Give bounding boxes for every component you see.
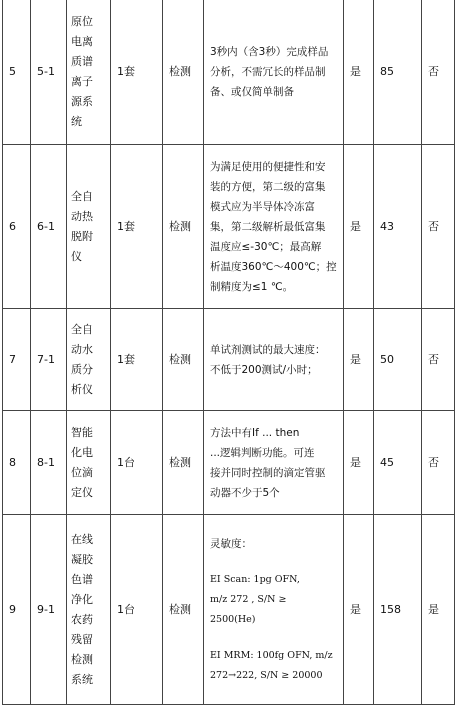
table-row bbox=[3, 515, 455, 705]
equipment-name bbox=[67, 309, 111, 411]
row-number: 6 bbox=[3, 145, 31, 309]
text-line: 方法中有If ... then bbox=[210, 426, 300, 439]
category: 检测 bbox=[163, 309, 204, 411]
quantity: 1套 bbox=[111, 0, 163, 145]
import-flag: 是 bbox=[344, 0, 374, 145]
text-line: 净化 bbox=[71, 592, 93, 606]
core-flag: 否 bbox=[422, 0, 455, 145]
text-line: 农药 bbox=[71, 612, 93, 626]
item-code: 6-1 bbox=[31, 145, 67, 309]
quantity: 1套 bbox=[111, 145, 163, 309]
text-line: 全自 bbox=[71, 322, 93, 336]
core-flag: 是 bbox=[422, 515, 455, 705]
core-flag: 否 bbox=[422, 309, 455, 411]
text-line: 2500(He) bbox=[210, 613, 256, 625]
text-line: 质分 bbox=[71, 362, 93, 376]
import-flag: 是 bbox=[344, 145, 374, 309]
text-line: 装的方便，第二级的富集 bbox=[210, 180, 326, 193]
text-line: 定仪 bbox=[71, 485, 93, 499]
text-line: 位滴 bbox=[71, 465, 93, 479]
text-line: 残留 bbox=[71, 632, 93, 646]
row-number: 7 bbox=[3, 309, 31, 411]
text-line: 3秒内（含3秒）完成样品 bbox=[210, 45, 329, 58]
text-line: 模式应为半导体冷冻富 bbox=[210, 200, 315, 213]
import-flag: 是 bbox=[344, 515, 374, 705]
row-number: 8 bbox=[3, 411, 31, 515]
text-line: 单试剂测试的最大速度： bbox=[210, 343, 326, 356]
text-line: 动水 bbox=[71, 342, 93, 356]
spec-description bbox=[204, 145, 344, 309]
text-line: 不低于200测试/小时； bbox=[210, 363, 318, 376]
item-code: 5-1 bbox=[31, 0, 67, 145]
spacer bbox=[210, 554, 339, 570]
equipment-name bbox=[67, 0, 111, 145]
text-line: 系统 bbox=[71, 672, 93, 686]
text-line: 析温度360℃～400℃；控 bbox=[210, 260, 337, 273]
text-line: 制精度为≤1 ℃。 bbox=[210, 280, 294, 293]
item-code: 8-1 bbox=[31, 411, 67, 515]
text-line: m/z 272 , S/N ≥ bbox=[210, 593, 287, 605]
text-line: 集，第二级解析最低富集 bbox=[210, 220, 326, 233]
table-row bbox=[3, 309, 455, 411]
row-number: 5 bbox=[3, 0, 31, 145]
text-line: EI MRM: 100fg OFN, m/z bbox=[210, 649, 333, 661]
text-line: 检测 bbox=[71, 652, 93, 666]
category: 检测 bbox=[163, 411, 204, 515]
core-flag: 否 bbox=[422, 411, 455, 515]
table-row bbox=[3, 411, 455, 515]
equipment-name bbox=[67, 145, 111, 309]
spec-description bbox=[204, 0, 344, 145]
text-line: 化电 bbox=[71, 445, 93, 459]
table-row bbox=[3, 0, 455, 145]
text-line: 灵敏度： bbox=[210, 537, 252, 550]
equipment-name bbox=[67, 515, 111, 705]
spacer bbox=[210, 630, 339, 646]
equipment-table bbox=[2, 0, 455, 705]
text-line: 智能 bbox=[71, 425, 93, 439]
text-line: 电离 bbox=[71, 34, 93, 48]
text-line: 凝胶 bbox=[71, 552, 93, 566]
import-flag: 是 bbox=[344, 411, 374, 515]
spec-description bbox=[204, 515, 344, 705]
text-line: 272→222, S/N ≥ 20000 bbox=[210, 669, 323, 681]
text-line: 析仪 bbox=[71, 382, 93, 396]
spec-description bbox=[204, 309, 344, 411]
text-line: 离子 bbox=[71, 74, 93, 88]
core-flag: 否 bbox=[422, 145, 455, 309]
text-line: 接并同时控制的滴定管驱 bbox=[210, 466, 326, 479]
text-line: 分析，不需冗长的样品制 bbox=[210, 65, 326, 78]
table-row bbox=[3, 145, 455, 309]
quantity: 1台 bbox=[111, 515, 163, 705]
text-line: 动热 bbox=[71, 209, 93, 223]
text-line: EI Scan: 1pg OFN, bbox=[210, 573, 300, 585]
equipment-name bbox=[67, 411, 111, 515]
text-line: 仪 bbox=[71, 249, 82, 263]
text-line: 为满足使用的便捷性和安 bbox=[210, 160, 326, 173]
text-line: ...逻辑判断功能。可连 bbox=[210, 446, 315, 459]
text-line: 源系 bbox=[71, 94, 93, 108]
text-line: 脱附 bbox=[71, 229, 93, 243]
category: 检测 bbox=[163, 0, 204, 145]
text-line: 温度应≤-30℃；最高解 bbox=[210, 240, 322, 253]
quantity: 1台 bbox=[111, 411, 163, 515]
category: 检测 bbox=[163, 145, 204, 309]
text-line: 备、或仅简单制备 bbox=[210, 85, 294, 98]
score: 50 bbox=[374, 309, 422, 411]
text-line: 在线 bbox=[71, 532, 93, 546]
text-line: 质谱 bbox=[71, 54, 93, 68]
category: 检测 bbox=[163, 515, 204, 705]
text-line: 统 bbox=[71, 114, 82, 128]
quantity: 1套 bbox=[111, 309, 163, 411]
import-flag: 是 bbox=[344, 309, 374, 411]
item-code: 9-1 bbox=[31, 515, 67, 705]
score: 85 bbox=[374, 0, 422, 145]
score: 45 bbox=[374, 411, 422, 515]
text-line: 原位 bbox=[71, 14, 93, 28]
text-line: 全自 bbox=[71, 189, 93, 203]
spec-description bbox=[204, 411, 344, 515]
text-line: 动器不少于5个 bbox=[210, 486, 280, 499]
score: 158 bbox=[374, 515, 422, 705]
item-code: 7-1 bbox=[31, 309, 67, 411]
row-number: 9 bbox=[3, 515, 31, 705]
text-line: 色谱 bbox=[71, 572, 93, 586]
score: 43 bbox=[374, 145, 422, 309]
